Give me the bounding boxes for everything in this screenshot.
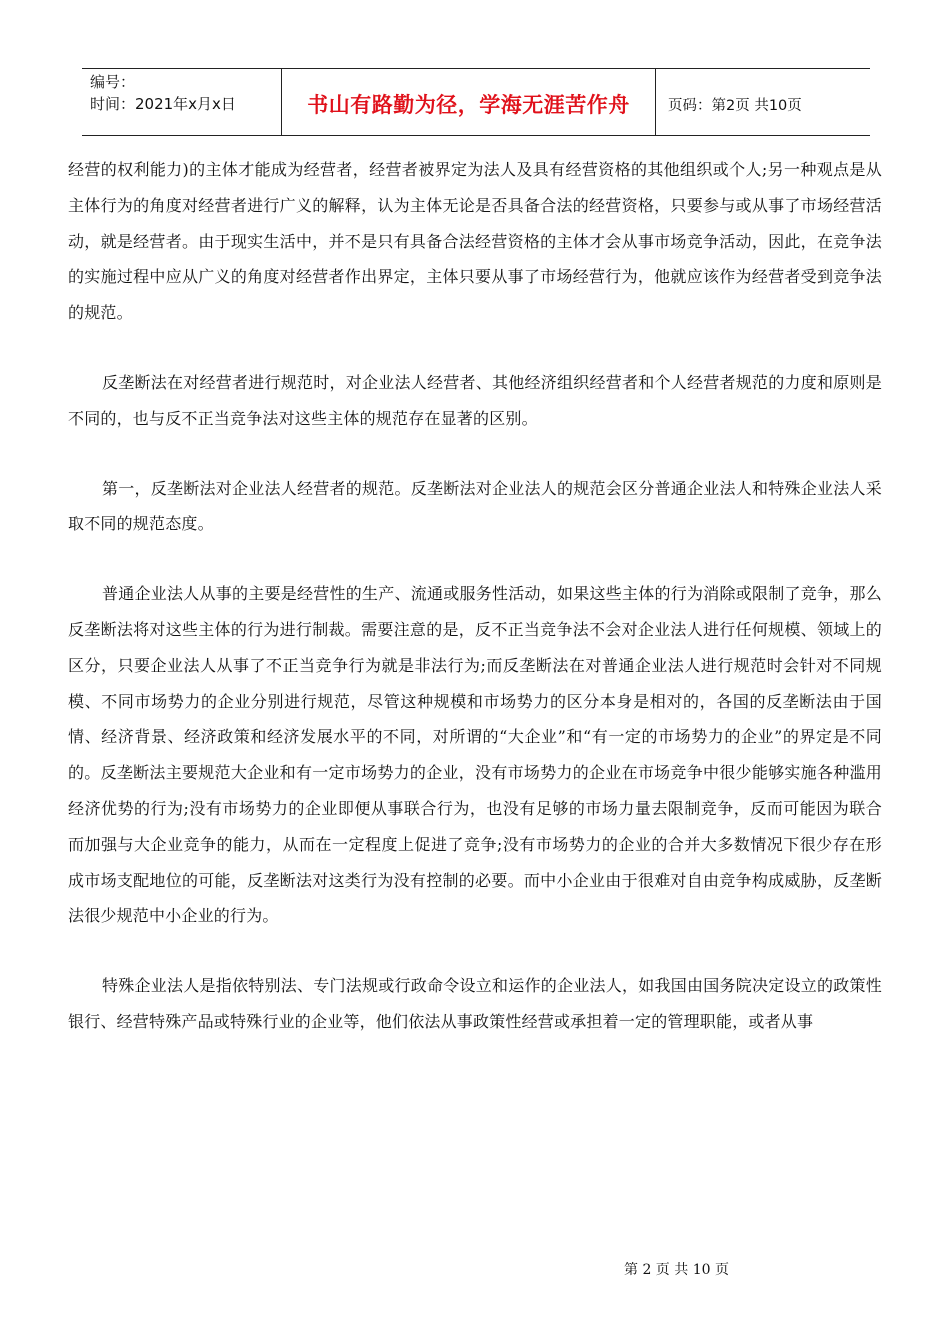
paragraph: 特殊企业法人是指依特别法、专门法规或行政命令设立和运作的企业法人，如我国由国务院决定设立的政策性银行、经营特殊产品或特殊行业的企业等，他们依法从事政策性经营或承担着一定的管理职能，或者从事 <box>68 976 882 1031</box>
paragraph: 反垄断法在对经营者进行规范时，对企业法人经营者、其他经济组织经营者和个人经营者规范的力度和原则是不同的，也与反不正当竞争法对这些主体的规范存在显著的区别。 <box>68 372 882 428</box>
document-body <box>68 152 882 1040</box>
paragraph: 第一，反垄断法对企业法人经营者的规范。反垄断法对企业法人的规范会区分普通企业法人和特殊企业法人采取不同的规范态度。 <box>68 478 882 534</box>
paragraph: 普通企业法人从事的主要是经营性的生产、流通或服务性活动，如果这些主体的行为消除或限制了竞争，那么反垄断法将对这些主体的行为进行制裁。需要注意的是，反不正当竞争法不会对企业法人进行任何规模、领域上的区分，只要企业法人从事了不正当竞争行为就是非法行为;而反垄断法在对普通企业法人进行规范时会针对不同规模、不同市场势力的企业分别进行规范，尽管这种规模和市场势力的区分本身是相对的，各国的反垄断法由于国情、经济背景、经济政策和经济发展水平的不同，对所谓的“大企业”和“有一定的市场势力的企业”的界定是不同的。反垄断法主要规范大企业和有一定市场势力的企业，没有市场势力的企业在市场竞争中很少能够实施各种滥用经济优势的行为;没有市场势力的企业即便从事联合行为，也没有足够的市场力量去限制竞争，反而可能因为联合而加强与大企业竞争的能力，从而在一定程度上促进了竞争;没有市场势力的企业的合并大多数情况下很少存在形成市场支配地位的可能，反垄断法对这类行为没有控制的必要。而中小企业由于很难对自由竞争构成威胁，反垄断法很少规范中小企业的行为。 <box>68 584 882 926</box>
header-page-info: 页码：第2页 共10页 <box>668 97 802 114</box>
header-motto: 书山有路勤为径，学海无涯苦作舟 <box>282 69 656 135</box>
page-footer: 第 2 页 共 10 页 <box>624 1262 729 1278</box>
paragraph: 经营的权利能力)的主体才能成为经营者，经营者被界定为法人及具有经营资格的其他组织或个人;另一种观点是从主体行为的角度对经营者进行广义的解释，认为主体无论是否具备合法的经营资格，只要参与或从事了市场经营活动，就是经营者。由于现实生活中，并不是只有具备合法经营资格的主体才会从事市场竞争活动，因此，在竞争法的实施过程中应从广义的角度对经营者作出界定，主体只要从事了市场经营行为，他就应该作为经营者受到竞争法的规范。 <box>68 160 882 323</box>
header-meta <box>82 69 282 135</box>
page-header <box>82 68 870 136</box>
document-number-label: 编号： <box>90 73 136 91</box>
document-date-label: 时间：2021年x月x日 <box>90 95 236 113</box>
